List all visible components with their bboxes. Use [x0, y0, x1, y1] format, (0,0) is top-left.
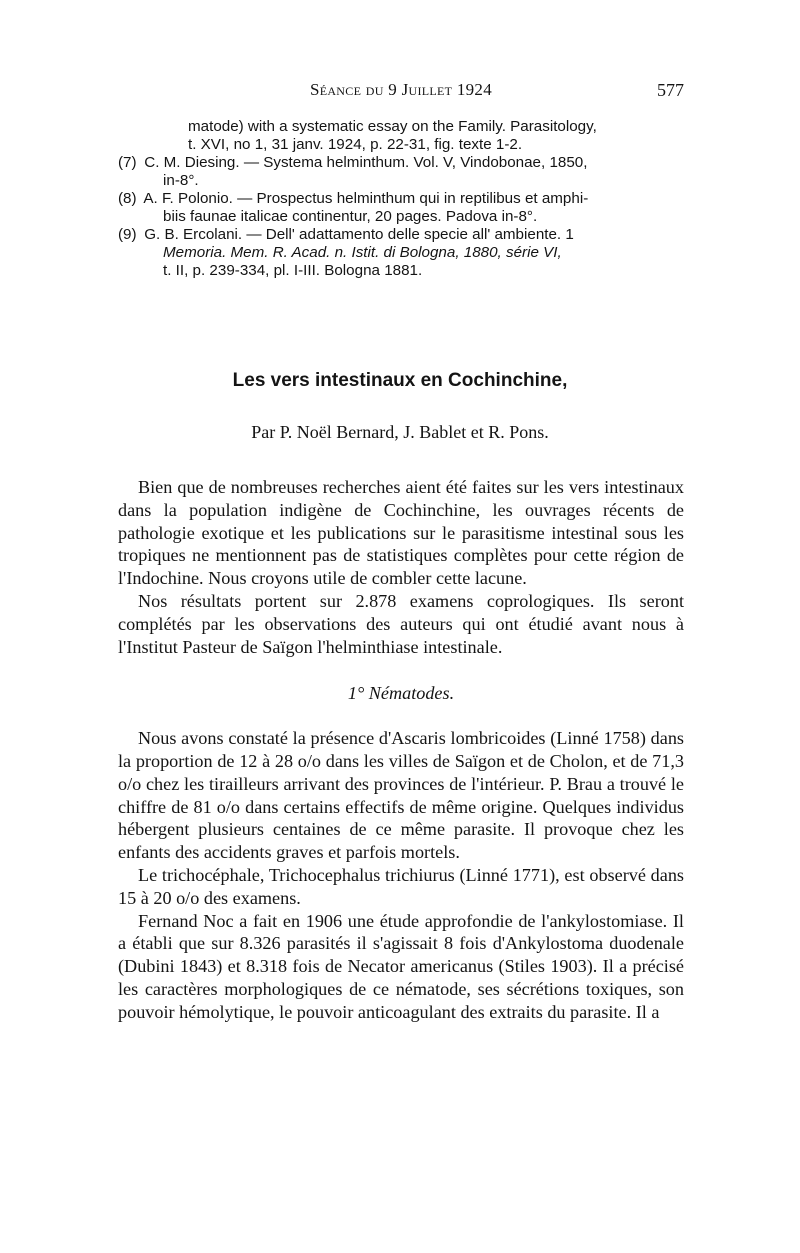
reference-item — [118, 118, 688, 154]
page-number: 577 — [657, 80, 684, 100]
reference-item — [118, 226, 688, 280]
body-paragraph: Nos résultats portent sur 2.878 examens coprologiques. Ils seront complétés par les observations des auteurs qui ont étudié avant nous à l'Institut Pasteur de Saïgon l'helminthiase intestinale. — [118, 590, 684, 657]
body-paragraph: Bien que de nombreuses recherches aient été faites sur les vers intestinaux dans la population indigène de Cochinchine, les ouvrages récents de pathologie exotique et les publications sur le parasitisme intestinal sous les tropiques ne mentionnent pas de statistiques complètes pour cette région de l'Indochine. Nous croyons utile de combler cette lacune. — [118, 477, 684, 589]
running-head-title: Séance du 9 Juillet 1924 — [309, 80, 493, 99]
body-paragraph: Fernand Noc a fait en 1906 une étude approfondie de l'ankylostomiase. Il a établi que sur 8.326 parasités il s'agissait 8 fois d'Ankylostoma duodenale (Dubini 1843) et 8.318 fois de Necator americanus (Stiles 1903). Il a précisé les caractères morphologiques de ce nématode, ses sécrétions toxiques, son pouvoir hémolytique, le pouvoir anticoagulant des extraits du parasite. Il a — [118, 910, 684, 1022]
reference-line: in-8°. — [163, 172, 199, 189]
section-heading: 1° Nématodes. — [347, 683, 455, 704]
reference-number: (8) — [118, 190, 137, 207]
reference-line: biis faunae italicae continentur, 20 pages. Padova in-8°. — [163, 208, 538, 225]
reference-number: (7) — [118, 154, 137, 171]
reference-line: A. F. Polonio. — Prospectus helminthum qui in reptilibus et amphi- — [143, 190, 589, 207]
reference-line: C. M. Diesing. — Systema helminthum. Vol. V, Vindobonae, 1850, — [144, 154, 588, 171]
reference-line: G. B. Ercolani. — Dell' adattamento delle specie all' ambiente. 1 — [144, 226, 574, 243]
reference-line: matode) with a systematic essay on the Family. Parasitology, — [188, 118, 597, 135]
article-body — [118, 476, 684, 1024]
article-title: Les vers intestinaux en Cochinchine, — [232, 370, 568, 391]
reference-item — [118, 154, 688, 190]
running-head — [118, 80, 684, 106]
body-paragraph: Le trichocéphale, Trichocephalus trichiurus (Linné 1771), est observé dans 15 à 20 o/o des examens. — [118, 864, 684, 908]
reference-line: Memoria. Mem. R. Acad. n. Istit. di Bologna, 1880, série VI, — [163, 244, 562, 261]
reference-number: (9) — [118, 226, 137, 243]
article-authors: Par P. Noël Bernard, J. Bablet et R. Pons. — [251, 422, 549, 442]
reference-line: t. XVI, no 1, 31 janv. 1924, p. 22-31, fig. texte 1-2. — [188, 136, 523, 153]
reference-item — [118, 190, 688, 226]
reference-list — [118, 118, 688, 280]
reference-line: t. II, p. 239-334, pl. I-III. Bologna 1881. — [163, 262, 423, 279]
body-paragraph: Nous avons constaté la présence d'Ascaris lombricoides (Linné 1758) dans la proportion de 12 à 28 o/o dans les villes de Saïgon et de Cholon, et de 71,3 o/o chez les tirailleurs arrivant des provinces de l'intérieur. P. Brau a trouvé le chiffre de 81 o/o dans certains effectifs de même origine. Quelques individus hébergent plusieurs centaines de ce même parasite. Il provoque chez les enfants des accidents graves et parfois mortels. — [118, 728, 684, 863]
